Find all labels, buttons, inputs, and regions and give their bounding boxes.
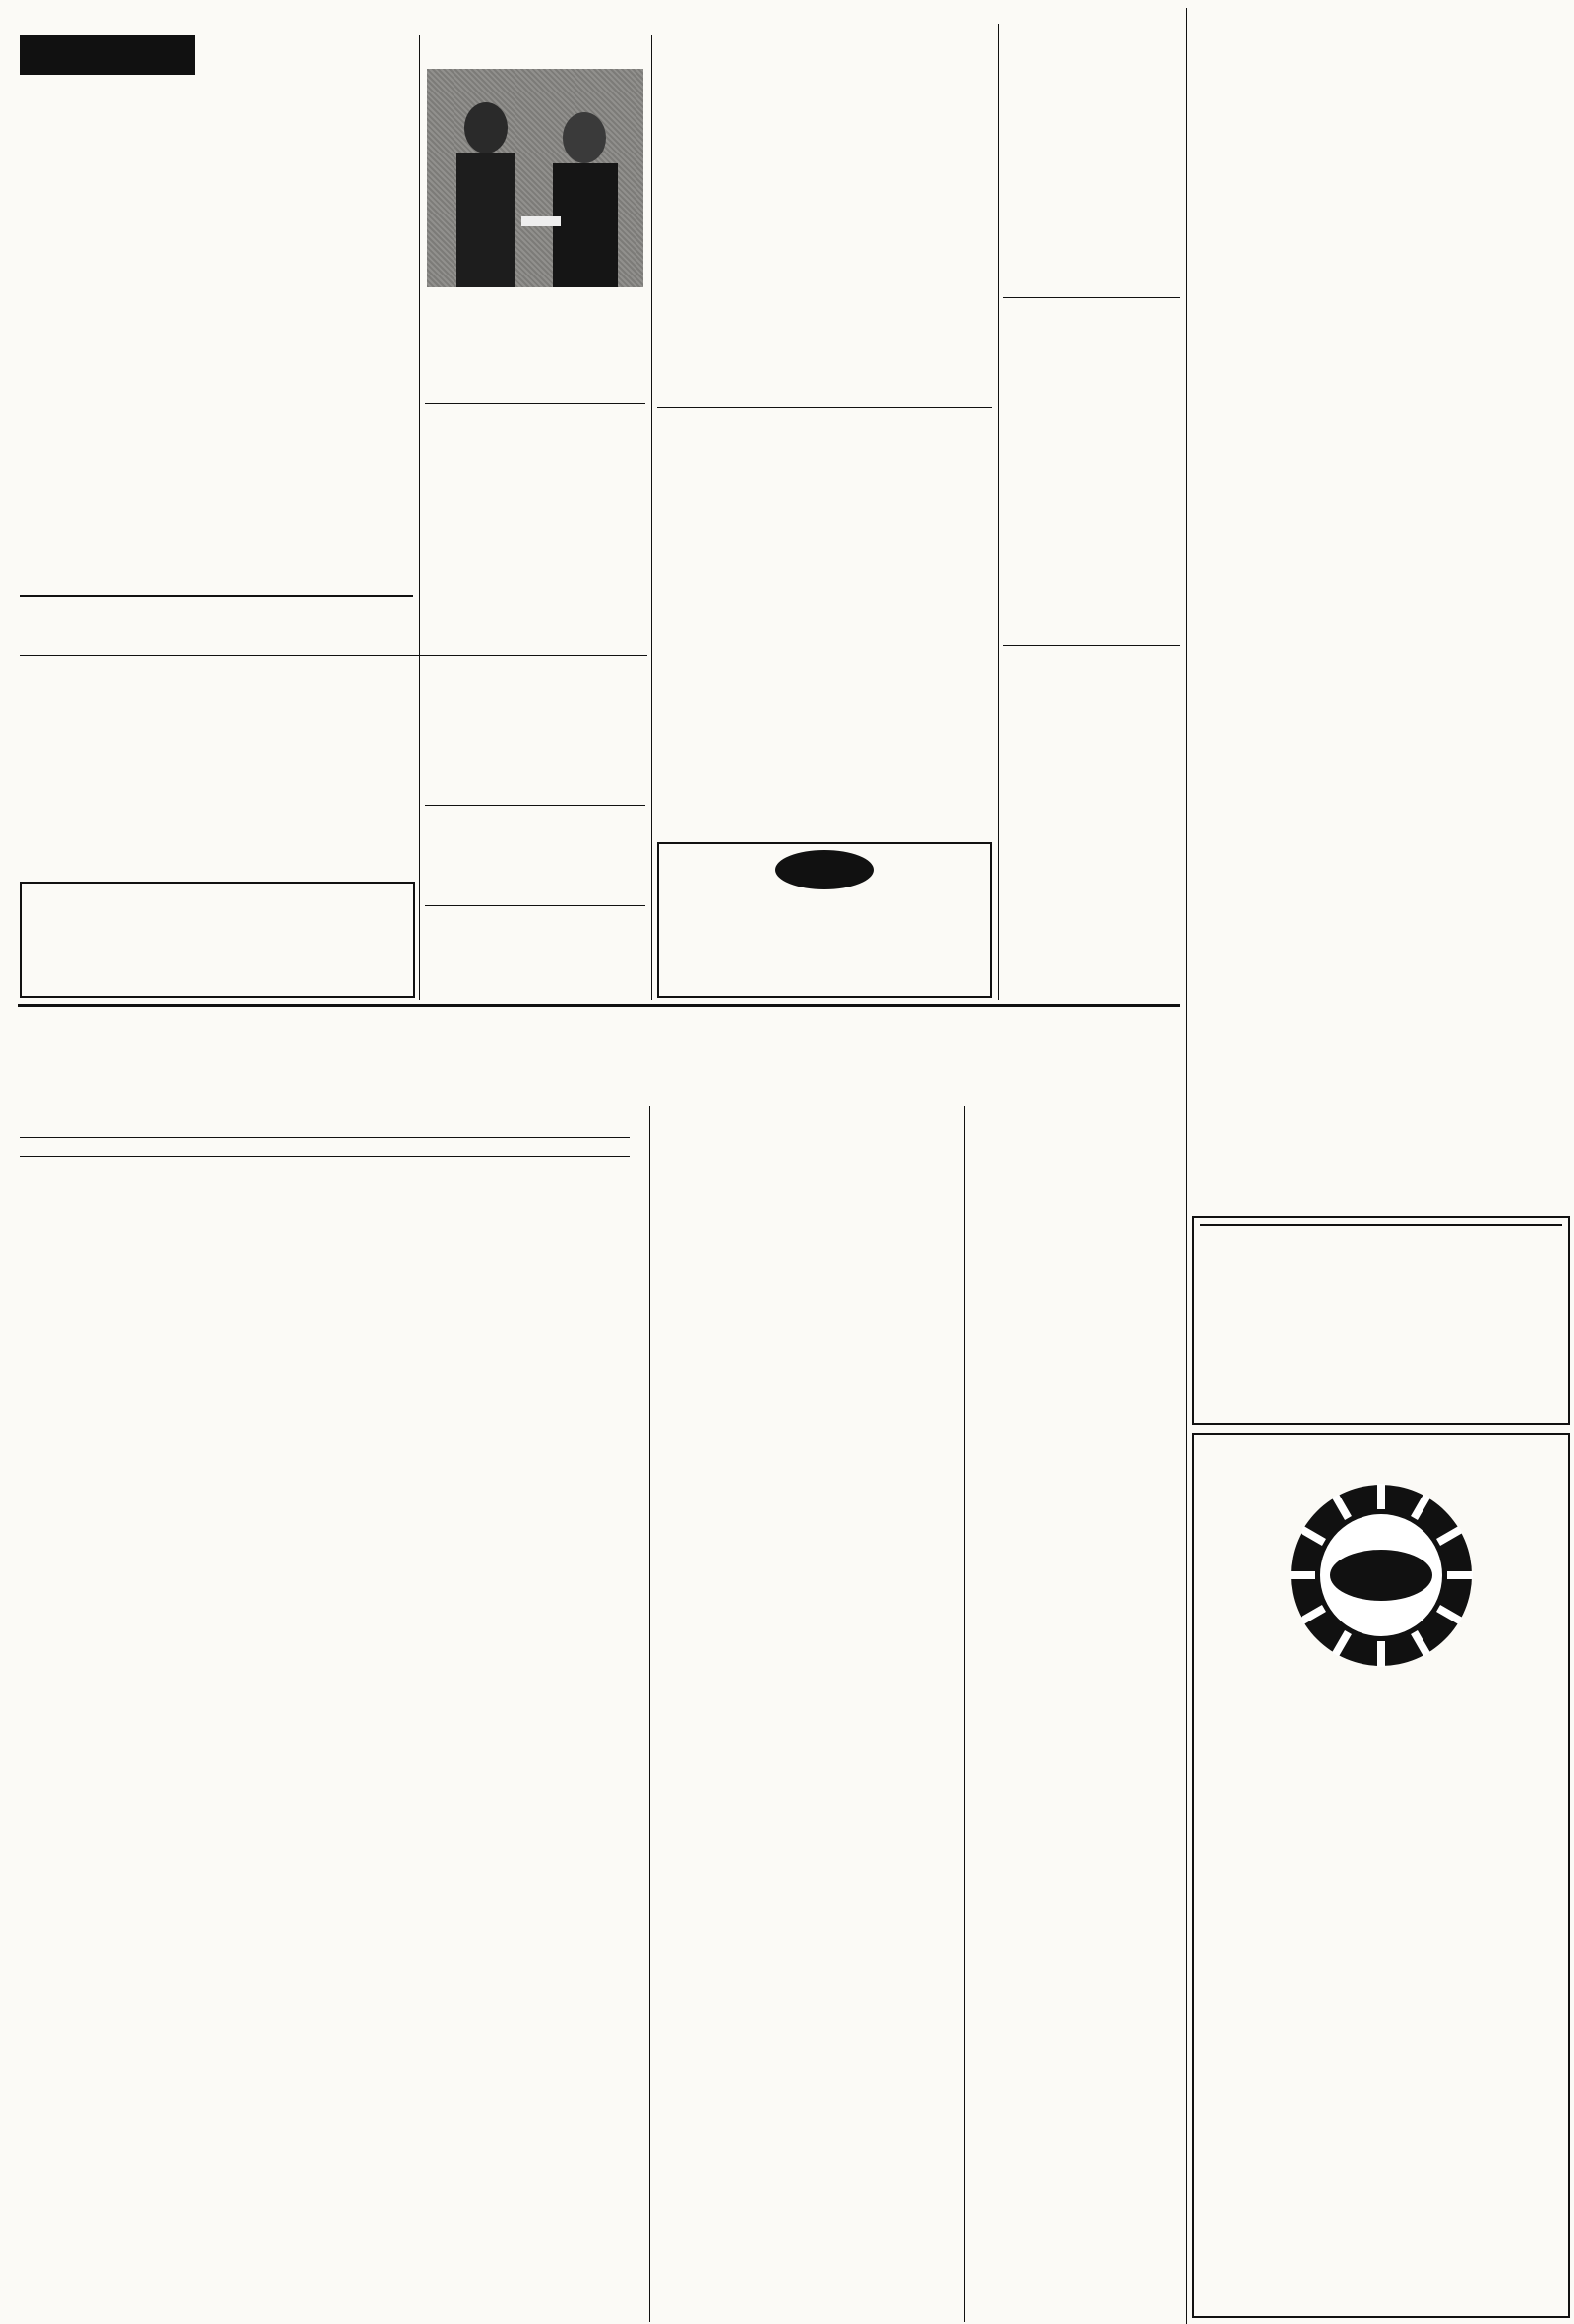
ambassador-body: [657, 189, 818, 405]
column-rule: [1186, 8, 1187, 2324]
gaul-kicker: [425, 409, 645, 423]
thailand-body: [1003, 403, 1180, 640]
procurement-body-2: [222, 681, 415, 878]
column-rule: [419, 35, 420, 1000]
col-arith: [20, 1138, 81, 1156]
book-ad-title: [1200, 1224, 1562, 1226]
divider: [425, 403, 645, 404]
philippines-body: [1003, 136, 1180, 293]
col-arith: [142, 1138, 203, 1156]
col-drax: [81, 1138, 142, 1156]
exchange-body: [1192, 189, 1373, 396]
lottery-1500-col-3: [657, 1106, 952, 2322]
ambassador-body-2: [828, 189, 992, 405]
philippines-headline: [1003, 39, 1180, 100]
divider: [1003, 297, 1180, 298]
economy-lead: [1192, 53, 1570, 104]
thailand-kicker: [1003, 321, 1180, 335]
photo-kicker: [425, 35, 643, 67]
photo-figures: [427, 69, 643, 287]
lottery-1500-col-4: [970, 1106, 1182, 2322]
photo-caption: [425, 291, 645, 399]
rhines-ad: [657, 842, 992, 998]
procurement-body: [20, 681, 214, 878]
modelist-headline: [425, 909, 645, 925]
steyr-logo: [1288, 1482, 1475, 1669]
economy-lead-body: [1192, 108, 1373, 167]
book-ad: [1192, 1216, 1570, 1425]
meeting-body: [1003, 712, 1180, 998]
philippines-subhead: [1003, 104, 1180, 132]
taxi-subhead: [657, 523, 992, 594]
experiment-body-left: [20, 295, 214, 590]
lottery-intro: [39, 1084, 1180, 1102]
taxi-kicker: [657, 411, 992, 437]
thailand-subhead: [1003, 374, 1180, 401]
meeting-headline: [1003, 695, 1180, 708]
ambassador-headline: [657, 43, 992, 122]
section-divider: [18, 1004, 1180, 1007]
stock-tables: [1381, 108, 1570, 1210]
rhines-logo: [775, 850, 874, 889]
col-drax: [203, 1138, 264, 1156]
taxi-headline: [657, 441, 992, 520]
column-rule: [964, 1106, 965, 2322]
experiment-subhead: [20, 231, 413, 290]
steyr-logo-icon: [1288, 1482, 1475, 1669]
experiment-headline: [20, 79, 413, 226]
procurement-subhead: [20, 659, 413, 677]
industrial-job-ad: [20, 882, 415, 998]
column-rule: [649, 1106, 650, 2322]
gaul-subhead: [425, 470, 645, 502]
philippines-kicker: [1003, 24, 1180, 37]
experiment-body-right: [222, 295, 415, 590]
taxi-body: [657, 602, 992, 834]
prize-3000-heading: [20, 1106, 630, 1133]
gaul-body: [425, 504, 645, 799]
divider: [425, 805, 645, 806]
meeting-kicker: [1003, 679, 1180, 693]
column-rule: [651, 35, 652, 1000]
experiment-kicker: [202, 43, 398, 69]
page-label-box: [20, 35, 195, 75]
steyr-ad: [1192, 1433, 1570, 2318]
graduation-photo: [427, 69, 643, 287]
column-rule: [998, 24, 999, 1000]
fx-section: [1192, 403, 1373, 1210]
economy-title: [1192, 6, 1570, 51]
gaul-headline: [425, 425, 645, 468]
col-arith: [264, 1138, 325, 1156]
exchange-head: [1192, 173, 1373, 187]
divider: [1003, 645, 1180, 646]
lottery-1500-col-2: [344, 1139, 639, 2320]
divider: [425, 905, 645, 906]
lottery-1500-col-1: [20, 1950, 334, 2322]
divider: [20, 595, 413, 597]
ambassador-kicker: [657, 24, 992, 39]
thailand-headline: [1003, 336, 1180, 370]
modelist-body: [425, 927, 645, 998]
ambassador-subhead: [657, 126, 992, 181]
lottery-headline: [20, 1013, 1180, 1082]
institute-body: [425, 842, 645, 901]
institute-headline: [425, 809, 645, 840]
divider: [657, 407, 992, 408]
